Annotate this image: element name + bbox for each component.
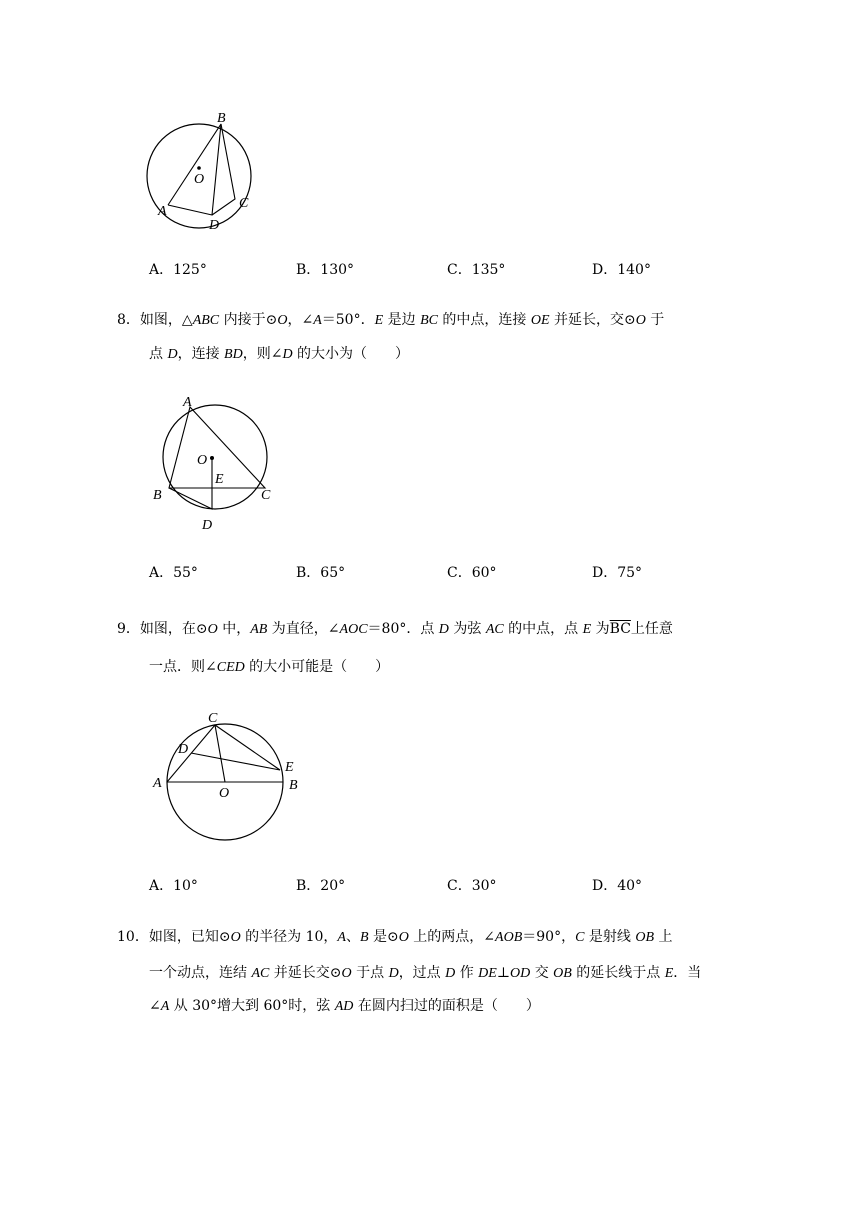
q10-t: AOB — [495, 930, 523, 945]
q8-t: O — [635, 313, 646, 328]
q10-t: AD — [334, 999, 354, 1014]
q7-figure — [140, 105, 270, 240]
q9-options — [149, 876, 709, 896]
q10-t: 于点 — [351, 965, 389, 981]
q8-t: O — [277, 313, 288, 328]
q10-t: C — [575, 930, 585, 945]
q10-text-line2 — [149, 955, 701, 992]
q9-t: 为弦 — [448, 621, 486, 637]
q10-t: 是⊙ — [368, 929, 399, 945]
q10-t: O — [398, 930, 409, 945]
q8-t: A — [313, 313, 322, 328]
q7-label-O: O — [194, 172, 205, 187]
q10-t: ∠ — [149, 998, 161, 1014]
q9-t: AB — [250, 622, 268, 637]
q9-label-D: D — [178, 742, 189, 757]
q8-t: ，则∠ — [242, 346, 283, 362]
q8-t: ABC — [192, 313, 220, 328]
q9-t: CED — [216, 660, 245, 675]
q8-option-a[interactable]: A．55° — [149, 565, 198, 581]
q10-t: 一个动点，连结 — [149, 965, 252, 981]
q8-text-line1 — [117, 302, 664, 339]
q10-number: 10． — [117, 929, 149, 945]
q9-option-b[interactable]: B．20° — [296, 878, 346, 894]
q10-t: A — [160, 999, 170, 1014]
q10-text-line3 — [149, 988, 540, 1025]
q8-t: E — [374, 313, 384, 328]
q9-number: 9． — [117, 621, 140, 637]
q10-t: B — [359, 930, 369, 945]
q9-figure — [145, 705, 315, 845]
q9-t: 中， — [217, 621, 251, 637]
q10-t: 上 — [654, 929, 673, 945]
q8-text-line2 — [149, 336, 409, 373]
q9-t: 上任意 — [630, 621, 673, 637]
q9-t: 如图，在⊙ — [139, 621, 208, 637]
q10-t: ，过点 — [398, 965, 446, 981]
q8-t: ＝50°． — [321, 312, 375, 328]
q8-t: 内接于⊙ — [219, 312, 278, 328]
q7-center-point — [197, 166, 201, 170]
q10-t: ＝90°， — [522, 929, 576, 945]
q7-label-D: D — [209, 218, 220, 233]
q10-t: 的延长线于点 — [571, 965, 665, 981]
q8-t: D — [167, 347, 178, 362]
q9-t: D — [438, 622, 449, 637]
q10-t: DE — [478, 966, 497, 981]
q10-t: 上的两点，∠ — [408, 929, 496, 945]
q8-t: 点 — [149, 346, 168, 362]
q8-t: 并延长，交⊙ — [549, 312, 636, 328]
q8-label-B: B — [153, 488, 162, 503]
q9-t: 的中点，点 — [503, 621, 583, 637]
q10-t: A — [337, 930, 346, 945]
q8-t: BC — [420, 313, 438, 328]
q9-option-a[interactable]: A．10° — [149, 878, 198, 894]
q8-label-O: O — [197, 453, 208, 468]
q7-options — [149, 260, 709, 280]
q9-t: O — [207, 622, 218, 637]
q10-t: 并延长交⊙ — [269, 965, 342, 981]
q9-t: AC — [485, 622, 504, 637]
q10-t: O — [341, 966, 352, 981]
q8-t: 于 — [645, 312, 665, 328]
q9-label-C: C — [208, 711, 218, 726]
q8-t: D — [282, 347, 293, 362]
q9-t: 为 — [591, 621, 610, 637]
q9-t: 为直径，∠ — [267, 621, 340, 637]
q8-t: 的大小为（ ） — [292, 346, 410, 362]
q8-label-E: E — [215, 472, 224, 487]
q8-label-D: D — [202, 518, 213, 533]
q9-t: E — [582, 622, 592, 637]
q10-t: OD — [510, 966, 531, 981]
q9-label-A: A — [153, 776, 162, 791]
q10-t: 作 — [455, 965, 479, 981]
q9-label-E: E — [285, 760, 294, 775]
q7-label-A: A — [158, 204, 167, 219]
q9-radius-oc — [215, 725, 225, 782]
q10-t: 在圆内扫过的面积是（ ） — [353, 998, 540, 1014]
q10-text-line1 — [117, 919, 672, 956]
q9-option-c[interactable]: C．30° — [447, 878, 497, 894]
q8-center-point — [210, 456, 214, 460]
q9-label-O: O — [219, 786, 230, 801]
q8-t: 的中点，连接 — [437, 312, 531, 328]
q8-option-d[interactable]: D．75° — [592, 565, 643, 581]
q8-option-c[interactable]: C．60° — [447, 565, 497, 581]
q9-t: 一点．则∠ — [149, 659, 217, 675]
q8-label-A: A — [183, 395, 192, 410]
q8-label-C: C — [261, 488, 271, 503]
q9-text-line1 — [117, 611, 673, 648]
q8-t: ，连接 — [177, 346, 225, 362]
q8-number: 8． — [117, 312, 140, 328]
q10-t: ⊥ — [496, 965, 511, 981]
q9-t: ＝80°．点 — [367, 621, 439, 637]
q10-t: 、 — [345, 929, 360, 945]
q10-t: OB — [635, 930, 654, 945]
q9-t: 的大小可能是（ ） — [244, 659, 390, 675]
q10-t: ．当 — [673, 965, 702, 981]
q10-t: 是射线 — [584, 929, 636, 945]
q8-t: 如图，△ — [139, 312, 193, 328]
q9-label-B: B — [289, 778, 298, 793]
q10-t: AC — [251, 966, 270, 981]
q10-t: E — [664, 966, 674, 981]
q10-t: O — [230, 930, 241, 945]
q10-t: D — [388, 966, 399, 981]
q7-label-C: C — [239, 196, 249, 211]
q10-t: 的半径为 10， — [240, 929, 338, 945]
q9-t: AOC — [339, 622, 368, 637]
q9-segment-de — [191, 753, 280, 770]
q8-option-b[interactable]: B．65° — [296, 565, 346, 581]
q7-option-c[interactable]: C．135° — [447, 262, 506, 278]
q8-circle — [163, 405, 267, 509]
q7-option-b[interactable]: B．130° — [296, 262, 355, 278]
q8-t: OE — [530, 313, 550, 328]
q9-option-d[interactable]: D．40° — [592, 878, 643, 894]
q7-chord-lines-2 — [212, 124, 235, 215]
q7-option-d[interactable]: D．140° — [592, 262, 651, 278]
q8-figure — [145, 392, 280, 537]
q10-t: 从 30°增大到 60°时，弦 — [169, 998, 335, 1014]
q9-arc-bc: $\overline{BC}$ — [609, 621, 631, 637]
q8-t: BD — [224, 347, 243, 362]
q8-t: 是边 — [383, 312, 421, 328]
q8-options — [149, 563, 709, 583]
q7-option-a[interactable]: A．125° — [149, 262, 207, 278]
q10-t: 如图，已知⊙ — [148, 929, 231, 945]
q7-chord-lines — [168, 124, 221, 215]
q10-t: D — [445, 966, 456, 981]
q8-t: ，∠ — [287, 312, 314, 328]
q10-t: OB — [553, 966, 572, 981]
q7-label-B: B — [217, 111, 226, 126]
q9-text-line2 — [149, 649, 389, 686]
q10-t: 交 — [530, 965, 554, 981]
